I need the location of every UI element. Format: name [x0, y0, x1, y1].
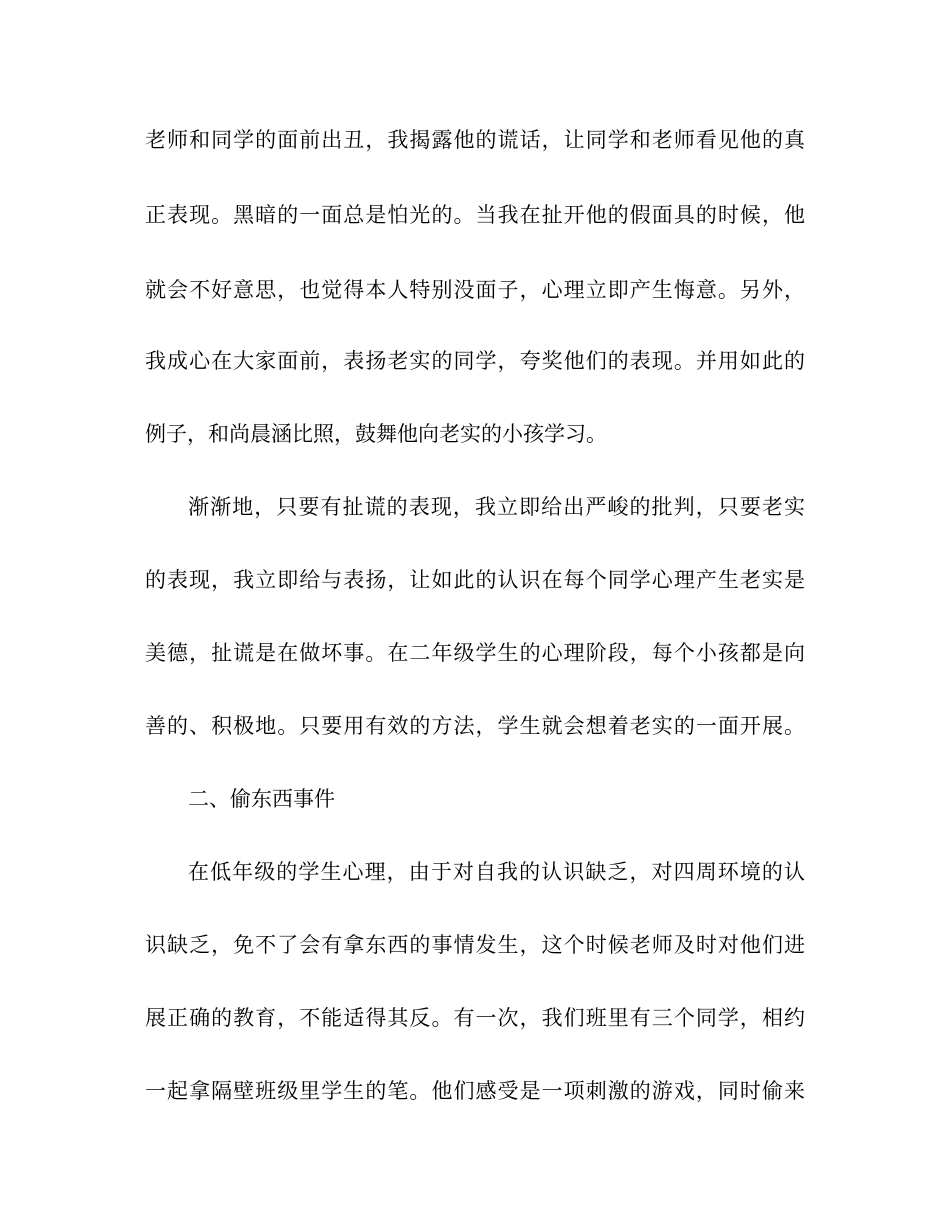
text-line-3: 就会不好意思，也觉得本人特别没面子，心理立即产生悔意。另外， [145, 278, 805, 302]
text-line-6: 渐渐地，只要有扯谎的表现，我立即给出严峻的批判，只要老实 [188, 495, 805, 519]
text-line-14: 一起拿隔壁班级里学生的笔。他们感受是一项刺激的游戏，同时偷来 [145, 1079, 805, 1103]
text-line-8: 美德，扯谎是在做坏事。在二年级学生的心理阶段，每个小孩都是向 [145, 641, 805, 665]
text-line-2: 正表现。黑暗的一面总是怕光的。当我在扯开他的假面具的时候，他 [145, 203, 805, 227]
text-line-12: 识缺乏，免不了会有拿东西的事情发生，这个时候老师及时对他们进 [145, 933, 805, 957]
text-line-1: 老师和同学的面前出丑，我揭露他的谎话，让同学和老师看见他的真 [145, 128, 805, 152]
text-line-4: 我成心在大家面前，表扬老实的同学，夸奖他们的表现。并用如此的 [145, 349, 805, 373]
text-line-5: 例子，和尚晨涵比照，鼓舞他向老实的小孩学习。 [145, 422, 607, 446]
text-line-11: 在低年级的学生心理，由于对自我的认识缺乏，对四周环境的认 [188, 860, 805, 884]
text-line-13: 展正确的教育，不能适得其反。有一次，我们班里有三个同学，相约 [145, 1006, 805, 1030]
text-line-7: 的表现，我立即给与表扬，让如此的认识在每个同学心理产生老实是 [145, 568, 805, 592]
section-heading: 二、偷东西事件 [188, 787, 335, 811]
text-line-9: 善的、积极地。只要用有效的方法，学生就会想着老实的一面开展。 [145, 714, 805, 738]
